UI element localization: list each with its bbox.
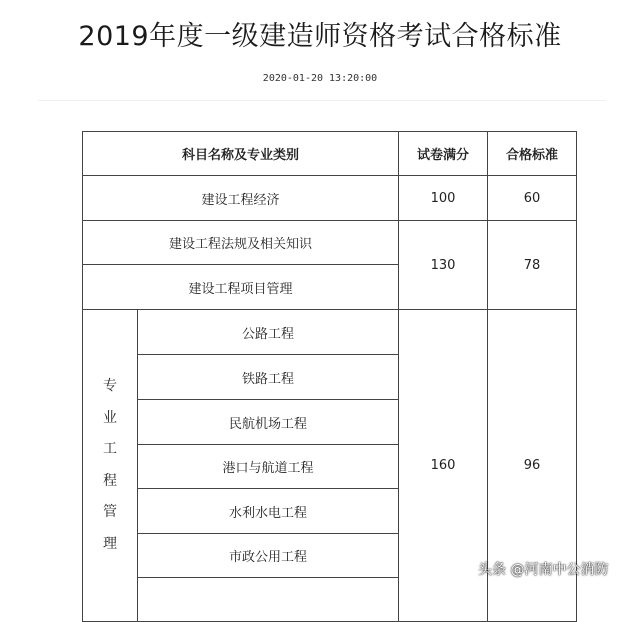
category-char: 专 xyxy=(103,378,117,394)
table-header-row xyxy=(83,132,577,176)
header-pass-standard: 合格标准 xyxy=(488,132,577,176)
full-score-cell: 130 xyxy=(399,221,488,310)
pass-standard-table xyxy=(82,131,577,622)
category-char: 理 xyxy=(103,535,117,552)
header-subject: 科目名称及专业类别 xyxy=(83,132,399,176)
pass-score-cell: 78 xyxy=(488,221,577,310)
subject-cell: 建设工程项目管理 xyxy=(83,265,399,310)
specialty-full-score-cell: 160 xyxy=(399,310,488,622)
category-char: 业 xyxy=(103,409,117,426)
specialty-cell: 市政公用工程 xyxy=(138,534,399,578)
divider xyxy=(38,100,606,101)
full-score-cell: 100 xyxy=(399,176,488,221)
publish-datetime: 2020-01-20 13:20:00 xyxy=(262,73,378,84)
subject-cell: 建设工程法规及相关知识 xyxy=(83,221,399,265)
specialty-cell: 民航机场工程 xyxy=(138,400,399,445)
subject-cell: 建设工程经济 xyxy=(83,176,399,221)
specialty-cell: 水利水电工程 xyxy=(138,489,399,534)
category-char: 工 xyxy=(103,441,117,457)
table-row xyxy=(83,310,577,355)
watermark: 头条 @河南中公消防 xyxy=(478,562,609,578)
table-row xyxy=(83,221,577,265)
specialty-cell: 铁路工程 xyxy=(138,355,399,400)
header-full-score: 试卷满分 xyxy=(399,132,488,176)
specialty-cell: 港口与航道工程 xyxy=(138,445,399,489)
pass-score-cell: 60 xyxy=(488,176,577,221)
specialty-pass-score-cell: 96 xyxy=(488,310,577,622)
category-char: 程 xyxy=(103,472,117,489)
specialty-cell xyxy=(138,578,399,622)
specialty-cell: 公路工程 xyxy=(138,310,399,355)
page-title: 2019年度一级建造师资格考试合格标准 xyxy=(78,21,562,52)
category-char: 管 xyxy=(103,504,117,520)
table-row xyxy=(83,176,577,221)
category-cell xyxy=(83,310,138,622)
